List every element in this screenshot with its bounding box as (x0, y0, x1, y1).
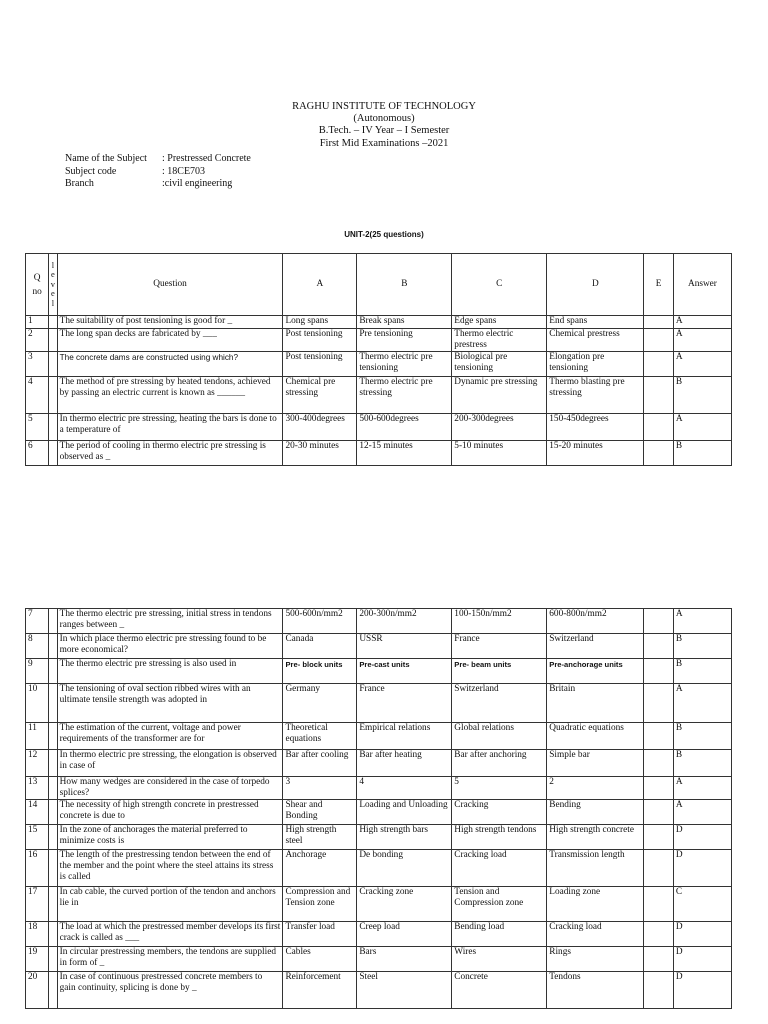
option-e (644, 377, 674, 414)
table-row (26, 800, 732, 825)
table-body (26, 609, 732, 1009)
table-row (26, 922, 732, 947)
questions-table-part1 (25, 253, 732, 466)
option-d: Tendons (547, 972, 644, 1009)
answer-cell: B (673, 441, 731, 466)
option-e (644, 887, 674, 922)
question-number: 11 (26, 723, 49, 750)
question-number: 14 (26, 800, 49, 825)
option-e (644, 922, 674, 947)
table-row (26, 887, 732, 922)
option-a: Long spans (283, 316, 357, 329)
level-cell (49, 414, 57, 441)
option-d: 2 (547, 777, 644, 800)
level-header: l e v e l (49, 254, 57, 316)
option-c: Edge spans (452, 316, 547, 329)
answer-cell: D (673, 922, 731, 947)
document-header (0, 101, 768, 150)
level-cell (49, 922, 57, 947)
option-b: Creep load (357, 922, 452, 947)
question-text: In thermo electric pre stressing, the elongation is observed in case of (57, 750, 283, 777)
option-a: Shear and Bonding (283, 800, 357, 825)
table-row (26, 377, 732, 414)
level-cell (49, 825, 57, 850)
level-cell (49, 441, 57, 466)
option-a: 3 (283, 777, 357, 800)
autonomous-label: (Autonomous) (353, 113, 415, 125)
option-a: Pre- block units (283, 659, 357, 684)
option-c: Cracking load (452, 850, 547, 887)
question-number: 19 (26, 947, 49, 972)
option-c: Global relations (452, 723, 547, 750)
option-a: Anchorage (283, 850, 357, 887)
option-e (644, 723, 674, 750)
question-text: The estimation of the current, voltage and power requirements of the transformer are for (57, 723, 283, 750)
option-e (644, 947, 674, 972)
option-a: Reinforcement (283, 972, 357, 1009)
option-a: Post tensioning (283, 329, 357, 352)
option-e (644, 316, 674, 329)
option-b: Empirical relations (357, 723, 452, 750)
option-c: 100-150n/mm2 (452, 609, 547, 634)
option-b: Steel (357, 972, 452, 1009)
option-d: Bending (547, 800, 644, 825)
level-cell (49, 377, 57, 414)
option-d: Cracking load (547, 922, 644, 947)
question-number: 13 (26, 777, 49, 800)
table-row (26, 825, 732, 850)
answer-cell: B (673, 750, 731, 777)
option-d: Britain (547, 684, 644, 723)
option-d: Quadratic equations (547, 723, 644, 750)
option-d: 15-20 minutes (547, 441, 644, 466)
option-c: Bar after anchoring (452, 750, 547, 777)
level-cell (49, 800, 57, 825)
question-text: The tensioning of oval section ribbed wires with an ultimate tensile strength was adopted in (57, 684, 283, 723)
answer-cell: B (673, 634, 731, 659)
table-row (26, 750, 732, 777)
meta-value: :civil engineering (162, 178, 233, 189)
answer-cell: B (673, 723, 731, 750)
question-text: The load at which the prestressed member develops its first crack is called as ___ (57, 922, 283, 947)
option-e (644, 659, 674, 684)
subject-name-row (65, 153, 251, 166)
question-number: 5 (26, 414, 49, 441)
qno-header: Q no (26, 254, 49, 316)
question-number: 10 (26, 684, 49, 723)
answer-cell: C (673, 887, 731, 922)
subject-code-row (65, 166, 251, 179)
question-text: In circular prestressing members, the tendons are supplied in form of _ (57, 947, 283, 972)
option-b: De bonding (357, 850, 452, 887)
table-row (26, 414, 732, 441)
table-row (26, 352, 732, 377)
question-text: How many wedges are considered in the case of torpedo splices? (57, 777, 283, 800)
option-b: Pre tensioning (357, 329, 452, 352)
question-text: In the zone of anchorages the material preferred to minimize costs is (57, 825, 283, 850)
question-text: The long span decks are fabricated by ___ (57, 329, 283, 352)
option-a: Chemical pre stressing (283, 377, 357, 414)
option-d: 600-800n/mm2 (547, 609, 644, 634)
question-text: The suitability of post tensioning is good for _ (57, 316, 283, 329)
exam-line: First Mid Examinations –2021 (319, 137, 449, 149)
question-number: 4 (26, 377, 49, 414)
answer-cell: B (673, 377, 731, 414)
option-c: Biological pre tensioning (452, 352, 547, 377)
option-d: Thermo blasting pre stressing (547, 377, 644, 414)
level-cell (49, 850, 57, 887)
option-c: Cracking (452, 800, 547, 825)
table-row (26, 634, 732, 659)
answer-header: Answer (673, 254, 731, 316)
option-d: Pre-anchorage units (547, 659, 644, 684)
option-a-header: A (283, 254, 357, 316)
level-cell (49, 634, 57, 659)
branch-row (65, 178, 251, 191)
option-a: Germany (283, 684, 357, 723)
answer-cell: D (673, 947, 731, 972)
table-row (26, 947, 732, 972)
meta-value: : Prestressed Concrete (162, 153, 251, 164)
option-b: Thermo electric pre stressing (357, 377, 452, 414)
meta-value: : 18CE703 (162, 165, 206, 177)
option-b: Bar after heating (357, 750, 452, 777)
question-text: The period of cooling in thermo electric pre stressing is observed as _ (57, 441, 283, 466)
question-number: 18 (26, 922, 49, 947)
option-a: Transfer load (283, 922, 357, 947)
option-b: 200-300n/mm2 (357, 609, 452, 634)
subject-info (65, 153, 251, 191)
question-number: 2 (26, 329, 49, 352)
option-b: USSR (357, 634, 452, 659)
level-cell (49, 723, 57, 750)
question-number: 12 (26, 750, 49, 777)
table-row (26, 850, 732, 887)
option-e-header: E (644, 254, 674, 316)
option-a: 300-400degrees (283, 414, 357, 441)
option-d: 150-450degrees (547, 414, 644, 441)
level-cell (49, 609, 57, 634)
question-text: The thermo electric pre stressing, initial stress in tendons ranges between _ (57, 609, 283, 634)
option-b: Loading and Unloading (357, 800, 452, 825)
answer-cell: D (673, 850, 731, 887)
level-cell (49, 750, 57, 777)
table-row (26, 329, 732, 352)
option-b-header: B (357, 254, 452, 316)
option-b: Cracking zone (357, 887, 452, 922)
option-e (644, 825, 674, 850)
option-b: 500-600degrees (357, 414, 452, 441)
option-d: Switzerland (547, 634, 644, 659)
question-number: 20 (26, 972, 49, 1009)
option-e (644, 352, 674, 377)
option-c-header: C (452, 254, 547, 316)
question-text: The method of pre stressing by heated tendons, achieved by passing an electric current is known as ______ (57, 377, 283, 414)
option-c: Tension and Compression zone (452, 887, 547, 922)
option-a: Post tensioning (283, 352, 357, 377)
question-text: The length of the prestressing tendon between the end of the member and the point where the steel attains its stress is called (57, 850, 283, 887)
option-e (644, 750, 674, 777)
option-c: France (452, 634, 547, 659)
option-c: Pre- beam units (452, 659, 547, 684)
option-b: 4 (357, 777, 452, 800)
option-c: High strength tendons (452, 825, 547, 850)
option-b: Break spans (357, 316, 452, 329)
option-a: Compression and Tension zone (283, 887, 357, 922)
question-header: Question (57, 254, 283, 316)
question-number: 1 (26, 316, 49, 329)
option-c: Dynamic pre stressing (452, 377, 547, 414)
table-row (26, 723, 732, 750)
question-number: 3 (26, 352, 49, 377)
question-number: 15 (26, 825, 49, 850)
meta-label: Branch (65, 178, 94, 189)
answer-cell: A (673, 329, 731, 352)
level-cell (49, 887, 57, 922)
option-c: 5-10 minutes (452, 441, 547, 466)
level-cell (49, 316, 57, 329)
option-a: Theoretical equations (283, 723, 357, 750)
option-d: Rings (547, 947, 644, 972)
option-c: Bending load (452, 922, 547, 947)
option-c: Wires (452, 947, 547, 972)
option-a: 20-30 minutes (283, 441, 357, 466)
question-number: 9 (26, 659, 49, 684)
table-row (26, 684, 732, 723)
option-d: High strength concrete (547, 825, 644, 850)
question-text: In cab cable, the curved portion of the tendon and anchors lie in (57, 887, 283, 922)
question-number: 7 (26, 609, 49, 634)
answer-cell: A (673, 414, 731, 441)
option-e (644, 634, 674, 659)
table-body (26, 316, 732, 466)
answer-cell: B (673, 659, 731, 684)
option-e (644, 684, 674, 723)
question-text: The concrete dams are constructed using which? (57, 352, 283, 377)
option-c: Concrete (452, 972, 547, 1009)
option-d: Transmission length (547, 850, 644, 887)
unit-title: UNIT-2(25 questions) (344, 230, 424, 239)
option-b: Bars (357, 947, 452, 972)
option-d: Simple bar (547, 750, 644, 777)
questions-table-part2 (25, 608, 732, 1009)
option-a: 500-600n/mm2 (283, 609, 357, 634)
option-c: 200-300degrees (452, 414, 547, 441)
level-cell (49, 947, 57, 972)
answer-cell: D (673, 825, 731, 850)
option-c: 5 (452, 777, 547, 800)
table-row (26, 441, 732, 466)
option-c: Thermo electric prestress (452, 329, 547, 352)
answer-cell: A (673, 800, 731, 825)
question-number: 6 (26, 441, 49, 466)
option-d: End spans (547, 316, 644, 329)
option-e (644, 609, 674, 634)
course-line: B.Tech. – IV Year – I Semester (318, 125, 450, 137)
option-e (644, 850, 674, 887)
header-row (26, 254, 732, 316)
option-b: Pre-cast units (357, 659, 452, 684)
institute-name: RAGHU INSTITUTE OF TECHNOLOGY (292, 101, 476, 112)
option-b: Thermo electric pre tensioning (357, 352, 452, 377)
option-d: Chemical prestress (547, 329, 644, 352)
question-number: 16 (26, 850, 49, 887)
level-cell (49, 684, 57, 723)
option-d: Loading zone (547, 887, 644, 922)
answer-cell: A (673, 316, 731, 329)
table-row (26, 609, 732, 634)
option-d-header: D (547, 254, 644, 316)
table-row (26, 777, 732, 800)
option-c: Switzerland (452, 684, 547, 723)
option-a: High strength steel (283, 825, 357, 850)
option-b: High strength bars (357, 825, 452, 850)
question-text: In thermo electric pre stressing, heating the bars is done to a temperature of (57, 414, 283, 441)
question-text: The necessity of high strength concrete in prestressed concrete is due to (57, 800, 283, 825)
level-cell (49, 972, 57, 1009)
option-e (644, 972, 674, 1009)
option-e (644, 329, 674, 352)
table-row (26, 972, 732, 1009)
table-row (26, 659, 732, 684)
answer-cell: A (673, 352, 731, 377)
level-cell (49, 329, 57, 352)
option-e (644, 441, 674, 466)
table-row (26, 316, 732, 329)
level-cell (49, 352, 57, 377)
option-d: Elongation pre tensioning (547, 352, 644, 377)
meta-label: Name of the Subject (65, 153, 147, 164)
question-text: In case of continuous prestressed concrete members to gain continuity, splicing is done by _ (57, 972, 283, 1009)
answer-cell: A (673, 609, 731, 634)
question-text: In which place thermo electric pre stressing found to be more economical? (57, 634, 283, 659)
answer-cell: A (673, 777, 731, 800)
meta-label: Subject code (65, 165, 117, 177)
option-e (644, 777, 674, 800)
level-cell (49, 659, 57, 684)
option-b: 12-15 minutes (357, 441, 452, 466)
option-a: Canada (283, 634, 357, 659)
option-a: Cables (283, 947, 357, 972)
answer-cell: A (673, 684, 731, 723)
question-number: 8 (26, 634, 49, 659)
option-a: Bar after cooling (283, 750, 357, 777)
answer-cell: D (673, 972, 731, 1009)
question-text: The thermo electric pre stressing is also used in (57, 659, 283, 684)
option-b: France (357, 684, 452, 723)
option-e (644, 414, 674, 441)
option-e (644, 800, 674, 825)
question-number: 17 (26, 887, 49, 922)
level-cell (49, 777, 57, 800)
